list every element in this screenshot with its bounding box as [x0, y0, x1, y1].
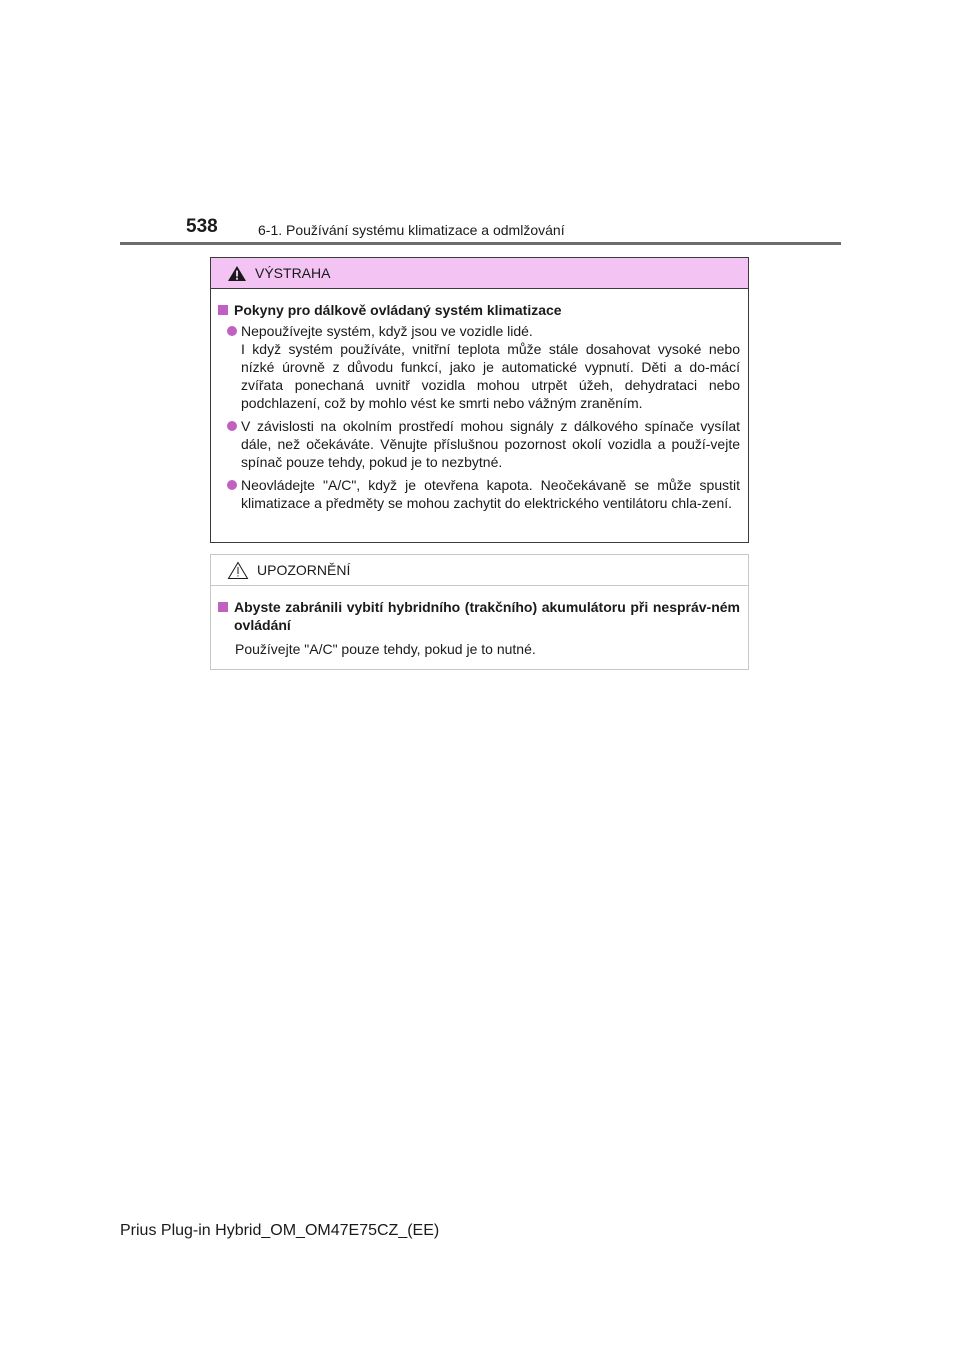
header-divider — [120, 242, 841, 245]
round-bullet-icon — [227, 421, 237, 431]
warning-triangle-filled-icon — [227, 265, 247, 282]
caution-box — [210, 554, 749, 670]
caution-box-header — [211, 555, 748, 586]
list-item-text: Nepoužívejte systém, když jsou ve vozidle lidé. I když systém používáte, vnitřní teplota může stále dosahovat vysoké nebo nízké úrovně z důvodu funkcí, jako je automatické vypnutí. Děti a do-mácí zvířata ponechaná uvnitř vozidla mohou utrpět úžeh, dehydrataci nebo podchlazení, což by mohlo vést ke smrti nebo vážným zraněním. — [241, 323, 740, 411]
square-bullet-icon — [218, 305, 228, 315]
section-title: 6-1. Používání systému klimatizace a odmlžování — [258, 222, 565, 238]
square-bullet-icon — [218, 602, 228, 612]
warning-box — [210, 257, 749, 543]
page-number: 538 — [186, 216, 218, 237]
warning-title: VÝSTRAHA — [255, 265, 331, 281]
caution-text: Používejte "A/C" pouze tehdy, pokud je to nutné. — [235, 641, 536, 657]
warning-heading-text: Pokyny pro dálkově ovládaný systém klimatizace — [234, 302, 562, 318]
caution-heading-text: Abyste zabránili vybití hybridního (trakčního) akumulátoru při nespráv-ném ovládání — [234, 599, 740, 633]
list-item — [218, 417, 740, 471]
warning-heading — [218, 301, 740, 319]
caution-title: UPOZORNĚNÍ — [257, 562, 351, 578]
warning-box-header — [211, 258, 748, 289]
round-bullet-icon — [227, 326, 237, 336]
warning-body — [211, 289, 748, 512]
warning-triangle-outline-icon — [227, 561, 249, 580]
footer-manual-id: Prius Plug-in Hybrid_OM_OM47E75CZ_(EE) — [120, 1222, 440, 1239]
list-item-text: V závislosti na okolním prostředí mohou signály z dálkového spínače vysílat dále, než očekáváte. Věnujte příslušnou pozornost okolí vozidla a použí-vejte spínač pouze tehdy, pokud je to nezbytné. — [241, 418, 740, 470]
list-item — [218, 322, 740, 412]
caution-heading — [218, 598, 740, 634]
list-item-text: Neovládejte "A/C", když je otevřena kapota. Neočekávaně se může spustit klimatizace a předměty se mohou zachytit do elektrického ventilátoru chla-zení. — [241, 477, 740, 511]
round-bullet-icon — [227, 480, 237, 490]
caution-body — [211, 586, 748, 658]
list-item — [218, 476, 740, 512]
